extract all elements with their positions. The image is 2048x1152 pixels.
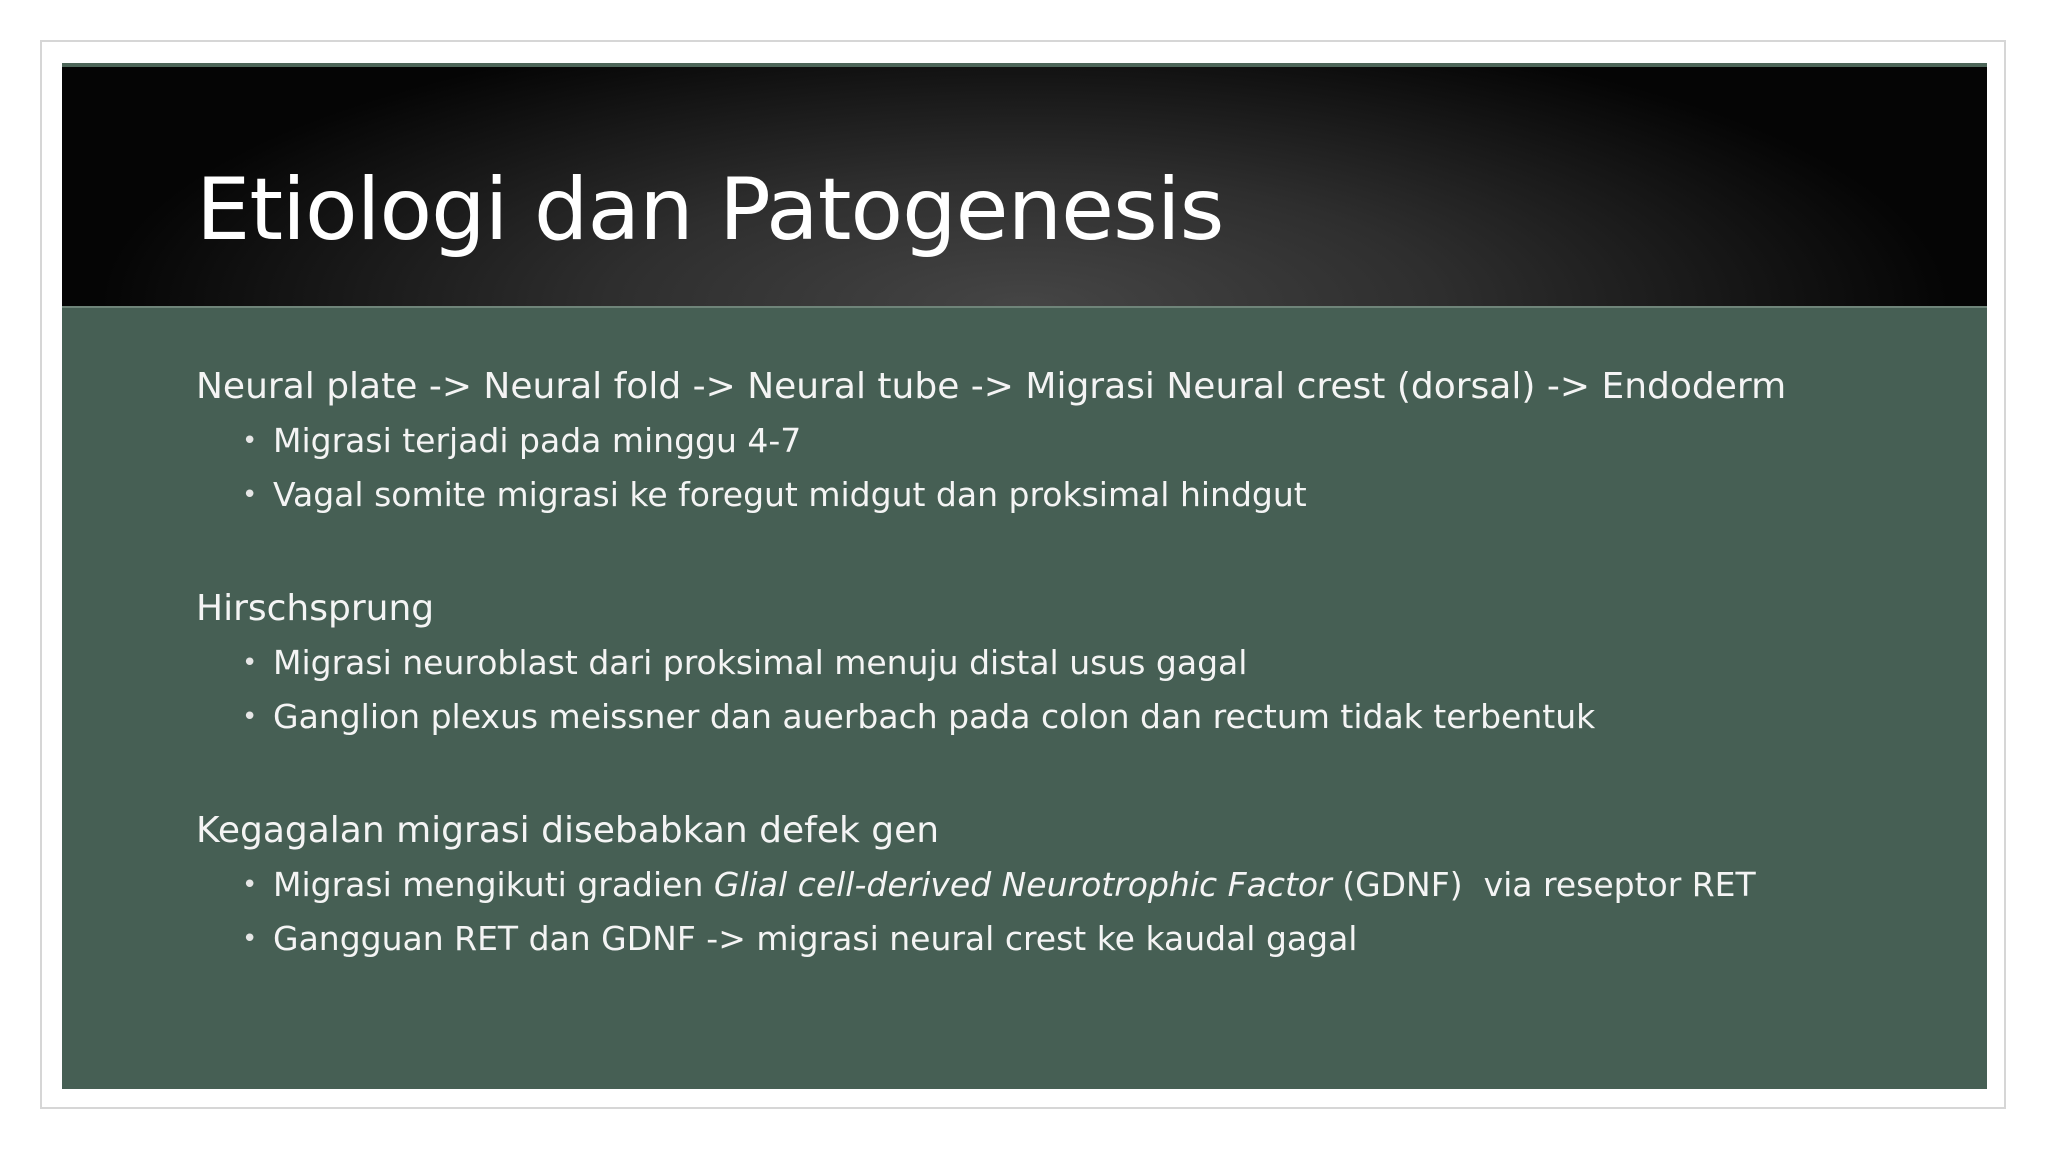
bullet-text: Migrasi terjadi pada minggu 4-7 [273,421,802,460]
bullet-list [196,858,1956,966]
bullet-text-prefix: Migrasi mengikuti gradien [273,865,714,904]
bullet-item [196,858,1956,912]
section-neural-crest-migration [196,362,1956,522]
bullet-text: Gangguan RET dan GDNF -> migrasi neural crest ke kaudal gagal [273,919,1358,958]
slide-content [196,362,1956,1028]
section-heading: Kegagalan migrasi disebabkan defek gen [196,810,940,851]
slide-title: Etiologi dan Patogenesis [196,160,1224,260]
section-heading: Hirschsprung [196,588,435,629]
section-gene-defect [196,806,1956,966]
bullet-text: Migrasi neuroblast dari proksimal menuju distal usus gagal [273,643,1248,682]
bullet-text: Ganglion plexus meissner dan auerbach pada colon dan rectum tidak terbentuk [273,697,1596,736]
bullet-dot-icon: • [242,480,258,510]
section-heading: Neural plate -> Neural fold -> Neural tube -> Migrasi Neural crest (dorsal) -> Endoderm [196,366,1787,407]
title-bar [62,63,1987,308]
bullet-dot-icon: • [242,426,258,456]
bullet-dot-icon: • [242,648,258,678]
bullet-item [196,468,1956,522]
section-hirschsprung [196,584,1956,744]
bullet-text-italic-term: Glial cell-derived Neurotrophic Factor [713,865,1332,904]
bullet-item [196,690,1956,744]
bullet-item [196,414,1956,468]
bullet-text-suffix: (GDNF) via reseptor RET [1331,865,1756,904]
bullet-dot-icon: • [242,924,258,954]
bullet-list [196,636,1956,744]
bullet-dot-icon: • [242,702,258,732]
bullet-list [196,414,1956,522]
bullet-dot-icon: • [242,870,258,900]
bullet-item [196,912,1956,966]
bullet-text: Vagal somite migrasi ke foregut midgut dan proksimal hindgut [273,475,1307,514]
title-bar-top-edge [62,63,1987,67]
bullet-item [196,636,1956,690]
